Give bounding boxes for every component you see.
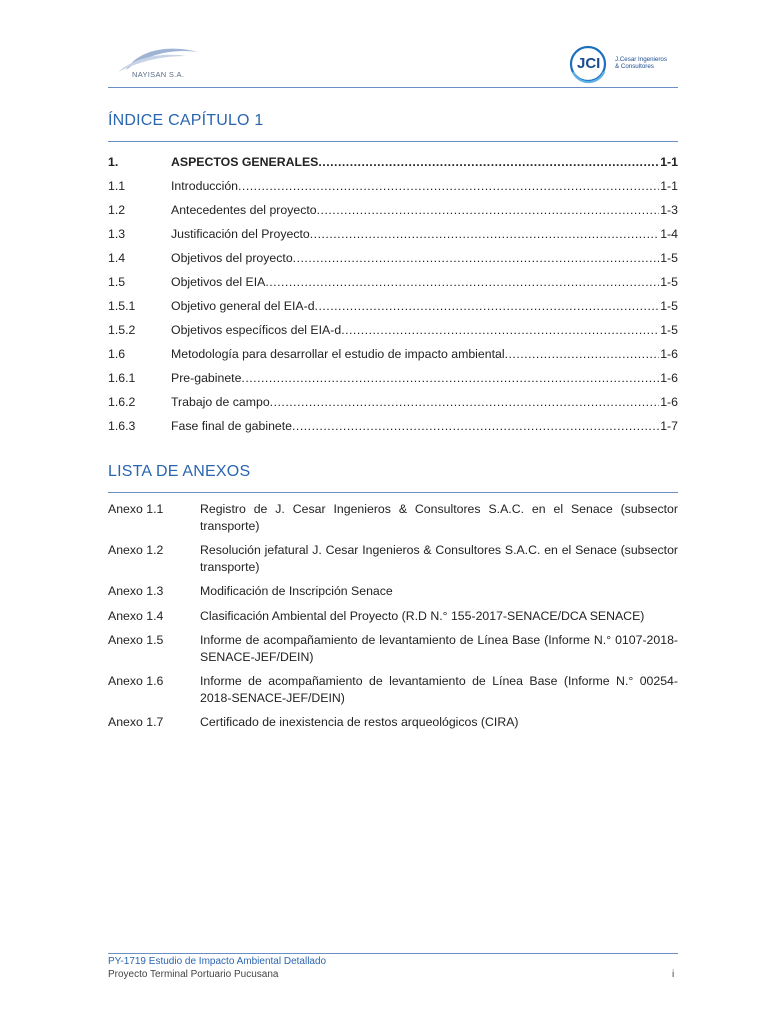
annex-item [108,714,678,731]
nayisan-logo [108,42,218,84]
toc-entry-number: 1.6 [108,347,126,361]
toc-entry-page: 1-6 [660,347,678,361]
toc-leader-dots [317,203,660,217]
footer-document-code: PY-1719 Estudio de Impacto Ambiental Detallado [108,956,327,967]
toc-leader-dots [315,299,660,313]
annex-title-rule [108,492,678,493]
toc-leader-dots [341,323,659,337]
toc-entry-page: 1-1 [660,155,678,169]
toc-leader-dots [293,251,660,265]
annex-title: LISTA DE ANEXOS [108,463,251,480]
annex-item [108,583,678,600]
toc-entry-body [171,251,678,265]
jci-logo-line2: & Consultores [615,63,654,70]
annex-item-number: Anexo 1.4 [108,608,164,623]
toc-entry-label: Introducción [171,179,238,193]
header-rule [108,87,678,88]
toc-entry-label: Trabajo de campo [171,395,270,409]
toc-leader-dots [318,155,659,169]
annex-item [108,673,678,706]
toc-entry-label: Objetivos del EIA [171,275,266,289]
toc-leader-dots [292,419,659,433]
toc-entry-number: 1.6.3 [108,419,136,433]
toc-entry-page: 1-1 [660,179,678,193]
toc-entry-number: 1.3 [108,227,126,241]
toc-entry-label: Objetivos del proyecto [171,251,293,265]
toc-entry-label: Objetivo general del EIA-d [171,299,315,313]
footer-page-number: i [672,969,675,980]
annex-item-number: Anexo 1.3 [108,584,164,598]
annex-item-number: Anexo 1.6 [108,674,164,688]
toc-entry-label: Antecedentes del proyecto [171,203,317,217]
toc-entry[interactable] [108,150,678,174]
toc-entry-number: 1.5.2 [108,323,136,337]
jci-logo [566,44,678,84]
toc-entry-label: Justificación del Proyecto [171,227,310,241]
toc-entry-number: 1. [108,155,119,169]
toc-entry-body [171,179,678,193]
annex-item [108,632,678,665]
toc-leader-dots [241,371,659,385]
annex-item-text: Modificación de Inscripción Senace [200,584,393,598]
toc-entry-label: ASPECTOS GENERALES [171,155,319,169]
toc-entry-body [171,371,678,385]
annex-item-text: Registro de J. Cesar Ingenieros & Consultores S.A.C. en el Senace (subsector transporte) [200,502,678,533]
toc-entry[interactable] [108,198,678,222]
footer-project-name: Proyecto Terminal Portuario Pucusana [108,969,279,980]
toc-entry-number: 1.4 [108,251,126,265]
annex-item-text: Informe de acompañamiento de levantamiento de Línea Base (Informe N.° 0107-2018-SENACE-JEF/DEIN) [200,633,678,664]
annex-item-text: Clasificación Ambiental del Proyecto (R.D N.° 155-2017-SENACE/DCA SENACE) [200,608,645,623]
toc-entry-page: 1-7 [660,419,678,433]
toc-entry-label: Fase final de gabinete [171,419,293,433]
toc-entry-body [171,395,678,409]
annex-item-number: Anexo 1.1 [108,502,164,516]
toc-entry-body [171,203,678,217]
toc-entry-body [171,275,678,289]
annex-item-number: Anexo 1.2 [108,543,164,557]
toc-entry-page: 1-6 [660,395,678,409]
toc-entry-page: 1-5 [660,251,678,265]
toc-entry-page: 1-6 [660,371,678,385]
toc-entry-body [171,299,678,313]
toc-title-rule [108,141,678,142]
toc-entry[interactable] [108,174,678,198]
annex-item [108,501,678,534]
toc-entry-body [171,419,678,433]
toc-entry-page: 1-5 [660,323,678,337]
toc-entry-label: Metodología para desarrollar el estudio de impacto ambiental [171,347,505,361]
toc-leader-dots [505,347,660,361]
toc-entry-page: 1-5 [660,275,678,289]
toc-entry[interactable] [108,366,678,390]
jci-logo-text [615,56,667,70]
annex-list [108,501,678,739]
jci-logo-line1: J.Cesar Ingenieros [615,56,667,63]
annex-item-text: Certificado de inexistencia de restos arqueológicos (CIRA) [200,715,519,729]
toc-entry-page: 1-4 [660,227,678,241]
toc-leader-dots [265,275,659,289]
toc-entry[interactable] [108,318,678,342]
annex-item-number: Anexo 1.7 [108,715,164,729]
toc-entry-number: 1.6.2 [108,395,136,409]
toc-entry-number: 1.2 [108,203,126,217]
toc-entry-body [171,227,678,241]
page-header [108,38,678,88]
jci-logo-mark: JCI [577,55,601,72]
toc-entry[interactable] [108,390,678,414]
annex-item-text: Informe de acompañamiento de levantamiento de Línea Base (Informe N.° 00254-2018-SENACE-JEF/DEIN) [200,674,678,705]
annex-item-number: Anexo 1.5 [108,633,164,647]
toc-entry-body [171,347,678,361]
annex-item [108,542,678,575]
toc-entry[interactable] [108,342,678,366]
nayisan-logo-text: NAYISAN S.A. [132,70,185,79]
toc-entry[interactable] [108,246,678,270]
toc-entry-label: Objetivos específicos del EIA-d [171,323,342,337]
toc-entry[interactable] [108,294,678,318]
toc-entry-number: 1.5.1 [108,299,136,313]
toc-entry[interactable] [108,414,678,438]
toc-entry-page: 1-5 [660,299,678,313]
toc-leader-dots [238,179,659,193]
toc-entry-label: Pre-gabinete [171,371,242,385]
toc-leader-dots [270,395,660,409]
toc-title: ÍNDICE CAPÍTULO 1 [108,112,264,129]
toc-entry[interactable] [108,222,678,246]
toc-entry-number: 1.5 [108,275,126,289]
annex-item [108,608,678,625]
toc-entry-body [171,155,678,169]
toc-entry-page: 1-3 [660,203,678,217]
toc-entry-number: 1.6.1 [108,371,136,385]
annex-item-text: Resolución jefatural J. Cesar Ingenieros & Consultores S.A.C. en el Senace (subsector transporte) [200,543,678,574]
toc-list [108,150,678,438]
toc-leader-dots [310,227,659,241]
toc-entry-number: 1.1 [108,179,126,193]
toc-entry[interactable] [108,270,678,294]
toc-entry-body [171,323,678,337]
footer-rule [108,953,678,954]
